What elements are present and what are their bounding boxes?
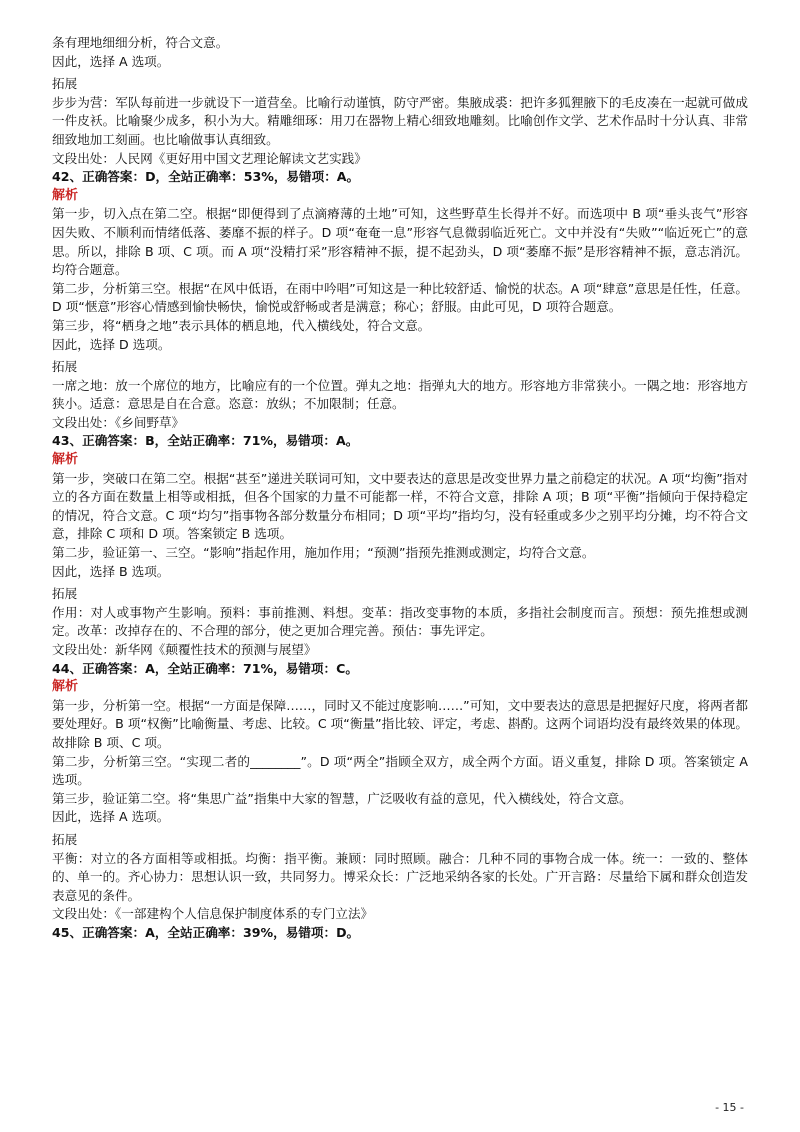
answer-header: 44、正确答案：A，全站正确率：71%，易错项：C。	[52, 660, 358, 676]
paragraph: 因此，选择 A 选项。	[52, 53, 170, 69]
paragraph: 第二步，验证第一、三空。“影响”指起作用，施加作用；“预测”指预先推测或测定，均符合文意。	[52, 545, 595, 561]
paragraph: 第三步，将“栖身之地”表示具体的栖息地，代入横线处，符合文意。	[52, 317, 431, 333]
paragraph: 因此，选择 D 选项。	[52, 336, 171, 352]
section-heading-extension: 拓展	[52, 831, 78, 847]
answer-header: 42、正确答案：D，全站正确率：53%，易错项：A。	[52, 169, 360, 185]
paragraph: 平衡：对立的各方面相等或相抵。均衡：指平衡。兼顾：同时照顾。融合：几种不同的事物合成一体。统一：一致的、整体的、单一的。齐心协力：思想认识一致，共同努力。博采众长：广泛地采纳各家的长处。广开言路：尽量给下属和群众创造发表意见的条件。	[52, 850, 748, 903]
section-heading-analysis: 解析	[52, 452, 79, 468]
answer-header: 45、正确答案：A，全站正确率：39%，易错项：D。	[52, 924, 360, 940]
paragraph: 因此，选择 A 选项。	[52, 809, 170, 825]
section-heading-analysis: 解析	[52, 679, 79, 695]
paragraph: 第一步，切入点在第二空。根据“即便得到了点滴瘠薄的土地”可知，这些野草生长得并不好。而选项中 B 项“垂头丧气”形容因失败、不顺利而情绪低落、萎靡不振的样子。D 项“奄奄一息”形容气息微弱临近死亡。文中并没有“失败”“临近死亡”的意思。所以，排除 B 项、C 项。而 A 项“没精打采”形容精神不振，提不起劲头，D 项“萎靡不振”是形容精神不振，意志消沉。均符合题意。	[52, 206, 748, 278]
paragraph: 第二步，分析第三空。根据“在风中低语，在雨中吟唱”可知这是一种比较舒适、愉悦的状态。A 项“肆意”意思是任性，任意。D 项“惬意”形容心情感到愉快畅快，愉悦或舒畅或者是满意；称心；舒服。由此可见，D 项符合题意。	[52, 280, 748, 315]
section-heading-analysis: 解析	[52, 187, 79, 203]
paragraph: 第一步，突破口在第二空。根据“甚至”递进关联词可知，文中要表达的意思是改变世界力量之前稳定的状况。A 项“均衡”指对立的各方面在数量上相等或相抵，但各个国家的力量不可能都一样，不符合文意，排除 A 项；B 项“平衡”指倾向于保持稳定的情况，符合文意。C 项“均匀”指事物各部分数量分布相同；D 项“平均”指均匀，没有轻重或多少之别平均分摊，均不符合文意，排除 C 项和 D 项。答案锁定 B 选项。	[52, 470, 748, 542]
paragraph: 条有理地细细分析，符合文意。	[52, 35, 229, 50]
page-number: - 15 -	[715, 1101, 744, 1114]
paragraph: 因此，选择 B 选项。	[52, 563, 170, 579]
paragraph: 作用：对人或事物产生影响。预料：事前推测、料想。变革：指改变事物的本质，多指社会制度而言。预想：预先推想或测定。改革：改掉存在的、不合理的部分，使之更加合理完善。预估：事先评定。	[52, 604, 748, 639]
source-citation: 文段出处：《一部建构个人信息保护制度体系的专门立法》	[52, 906, 374, 922]
source-citation: 文段出处：新华网《颠覆性技术的预测与展望》	[52, 642, 317, 657]
paragraph: 步步为营：军队每前进一步就设下一道营垒。比喻行动谨慎，防守严密。集腋成裘：把许多狐狸腋下的毛皮凑在一起就可做成一件皮袄。比喻聚少成多，积小为大。精雕细琢：用刀在器物上精心细致地雕刻。比喻创作文学、艺术作品时十分认真、非常细致地加工刻画。也比喻做事认真细致。	[52, 94, 748, 147]
section-heading-extension: 拓展	[52, 586, 78, 602]
paragraph: 第一步，分析第一空。根据“一方面是保障……，同时又不能过度影响……”可知，文中要表达的意思是把握好尺度，将两者都要处理好。B 项“权衡”比喻衡量、考虑、比较。C 项“衡量”指比较、评定，考虑、斟酌。这两个词语均没有最终效果的体现。故排除 B 项、C 项。	[52, 697, 748, 750]
document-body	[52, 34, 753, 943]
source-citation: 文段出处：《乡间野草》	[52, 414, 185, 430]
source-citation: 文段出处：人民网《更好用中国文艺理论解读文艺实践》	[52, 150, 367, 166]
paragraph: 第二步，分析第三空。“实现二者的________”。D 项“两全”指顾全双方，成全两个方面。语义重复，排除 D 项。答案锁定 A 选项。	[52, 753, 753, 788]
paragraph: 一席之地：放一个席位的地方，比喻应有的一个位置。弹丸之地：指弹丸大的地方。形容地方非常狭小。一隅之地：形容地方狭小。适意：意思是自在合意。恣意：放纵；不加限制；任意。	[52, 377, 748, 412]
answer-header: 43、正确答案：B，全站正确率：71%，易错项：A。	[52, 433, 359, 449]
paragraph: 第三步，验证第二空。将“集思广益”指集中大家的智慧，广泛吸收有益的意见，代入横线处，符合文意。	[52, 790, 632, 806]
section-heading-extension: 拓展	[52, 359, 78, 375]
section-heading-extension: 拓展	[52, 76, 78, 92]
